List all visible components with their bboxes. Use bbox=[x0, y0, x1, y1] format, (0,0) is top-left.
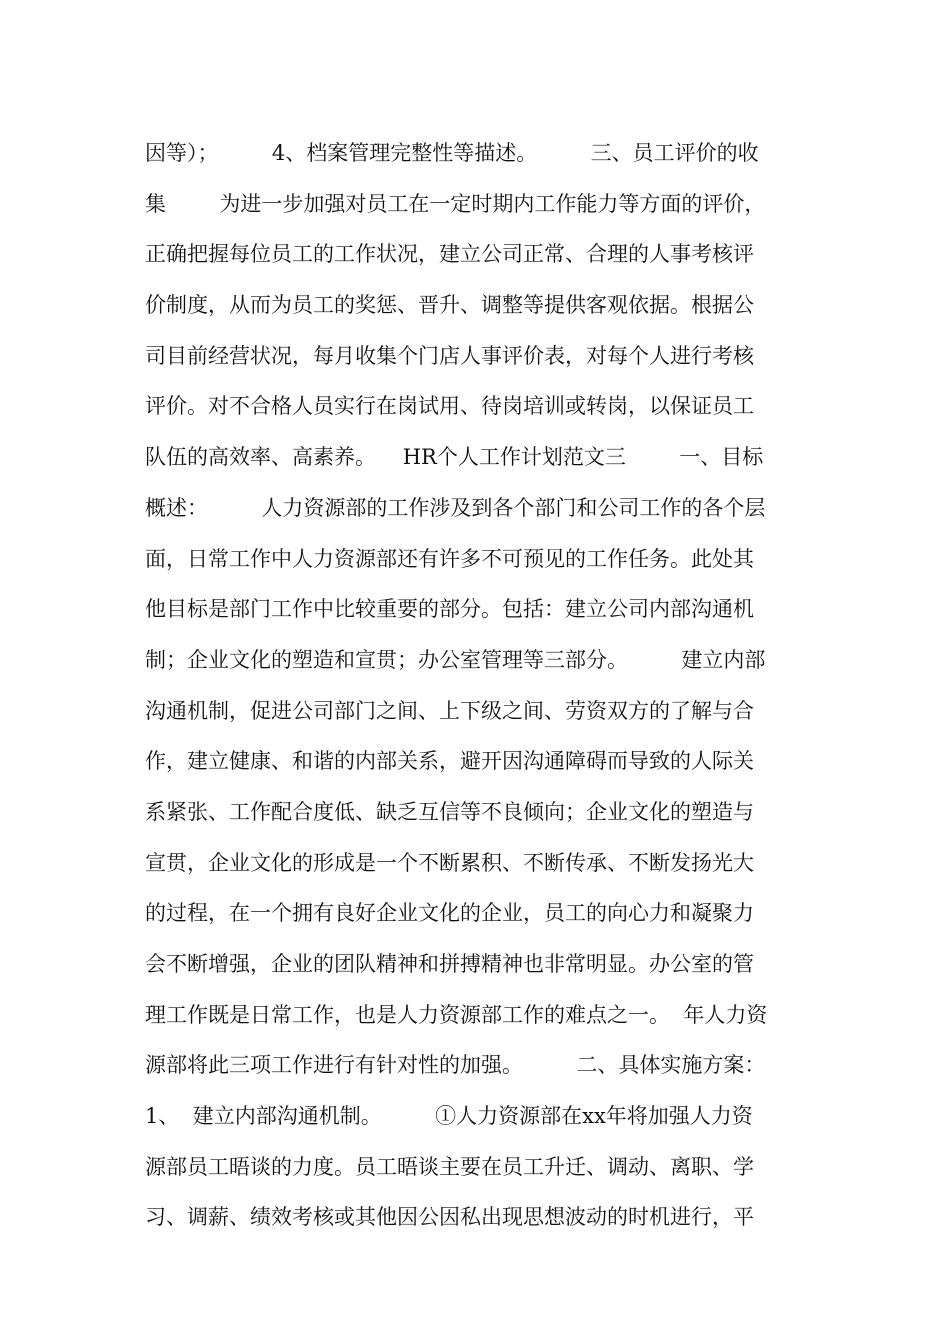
text-line: 司目前经营状况，每月收集个门店人事评价表，对每个人进行考核 bbox=[145, 343, 754, 368]
text-line: 概述： 人力资源部的工作涉及到各个部门和公司工作的各个层 bbox=[145, 495, 766, 520]
text-line: 面，日常工作中人力资源部还有许多不可预见的工作任务。此处其 bbox=[145, 546, 754, 571]
text-line: 理工作既是日常工作，也是人力资源部工作的难点之一。 年人力资 bbox=[145, 1002, 768, 1027]
text-line: 沟通机制，促进公司部门之间、上下级之间、劳资双方的了解与合 bbox=[145, 698, 754, 723]
text-line: 习、调薪、绩效考核或其他因公因私出现思想波动的时机进行，平 bbox=[145, 1205, 754, 1230]
text-line: 评价。对不合格人员实行在岗试用、待岗培训或转岗，以保证员工 bbox=[145, 394, 754, 419]
text-line: 宣贯，企业文化的形成是一个不断累积、不断传承、不断发扬光大 bbox=[145, 850, 754, 875]
text-line: 作，建立健康、和谐的内部关系，避开因沟通障碍而导致的人际关 bbox=[145, 749, 754, 774]
text-line: 集 为进一步加强对员工在一定时期内工作能力等方面的评价， bbox=[145, 191, 766, 216]
text-line: 1、 建立内部沟通机制。 ①人力资源部在xx年将加强人力资 bbox=[145, 1104, 753, 1129]
text-line: 队伍的高效率、高素养。 HR个人工作计划范文三 一、目标 bbox=[145, 445, 764, 470]
text-line: 系紧张、工作配合度低、缺乏互信等不良倾向；企业文化的塑造与 bbox=[145, 799, 754, 824]
text-line: 正确把握每位员工的工作状况，建立公司正常、合理的人事考核评 bbox=[145, 242, 754, 267]
text-line: 的过程，在一个拥有良好企业文化的企业，员工的向心力和凝聚力 bbox=[145, 901, 754, 926]
text-line: 他目标是部门工作中比较重要的部分。包括：建立公司内部沟通机 bbox=[145, 597, 754, 622]
text-line: 源部员工晤谈的力度。员工晤谈主要在员工升迁、调动、离职、学 bbox=[145, 1154, 754, 1179]
text-line: 因等）； 4、档案管理完整性等描述。 三、员工评价的收 bbox=[145, 141, 759, 165]
text-line: 源部将此三项工作进行有针对性的加强。 二、具体实施方案： bbox=[145, 1053, 766, 1078]
text-line: 价制度，从而为员工的奖惩、晋升、调整等提供客观依据。根据公 bbox=[145, 293, 754, 318]
text-line: 制；企业文化的塑造和宣贯；办公室管理等三部分。 建立内部 bbox=[145, 647, 766, 672]
text-line: 会不断增强，企业的团队精神和拼搏精神也非常明显。办公室的管 bbox=[145, 952, 754, 976]
body-text bbox=[145, 132, 815, 1247]
